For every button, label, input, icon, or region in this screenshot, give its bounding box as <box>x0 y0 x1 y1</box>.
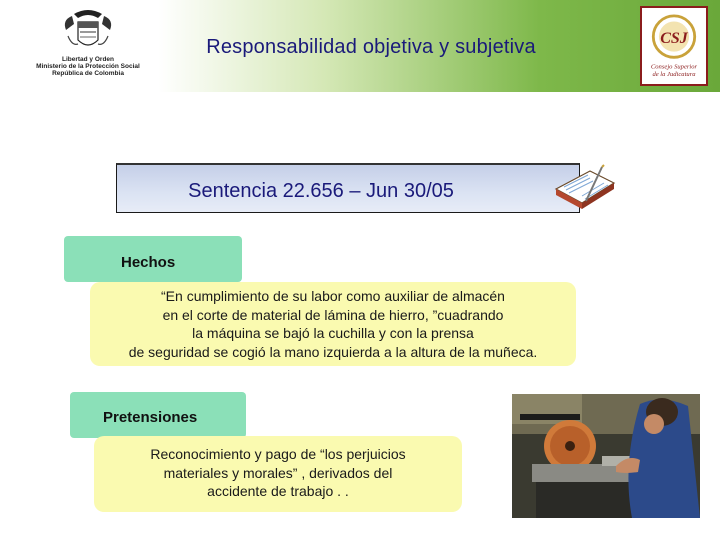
ministry-country: República de Colombia <box>52 70 124 77</box>
hechos-note <box>90 282 576 366</box>
ministry-motto: Libertad y Orden <box>61 56 114 63</box>
worker-machine-photo <box>512 394 700 518</box>
pretensiones-line-3: accidente de trabajo . . <box>207 483 349 499</box>
pretensiones-note <box>94 436 462 512</box>
csj-logo-text: CSJ <box>660 30 688 48</box>
pretensiones-label: Pretensiones <box>103 409 198 426</box>
ministry-name <box>22 56 154 77</box>
csj-caption-line-2: de la Judicatura <box>652 71 696 79</box>
csj-logo <box>640 6 708 86</box>
ministry-name-line: Ministerio de la Protección Social <box>36 63 140 70</box>
hechos-line-4: de seguridad se cogió la mano izquierda a la altura de la muñeca. <box>128 343 538 360</box>
page-title: Responsabilidad objetiva y subjetiva <box>206 36 536 58</box>
open-book-icon <box>552 163 620 223</box>
hechos-line-1: “En cumplimiento de su labor como auxiliar de almacén <box>161 288 505 304</box>
case-title: Sentencia 22.656 – Jun 30/05 <box>188 180 454 202</box>
hechos-line-2: en el corte de material de lámina de hierro, ”cuadrando <box>162 306 504 323</box>
pretensiones-line-1: Reconocimiento y pago de “los perjuicios <box>150 446 406 462</box>
pretensiones-line-2: materiales y morales” , derivados del <box>163 464 393 481</box>
csj-caption-line-1: Consejo Superior <box>650 63 698 71</box>
hechos-line-3: la máquina se bajó la cuchilla y con la prensa <box>192 325 474 341</box>
hechos-label: Hechos <box>121 254 176 271</box>
